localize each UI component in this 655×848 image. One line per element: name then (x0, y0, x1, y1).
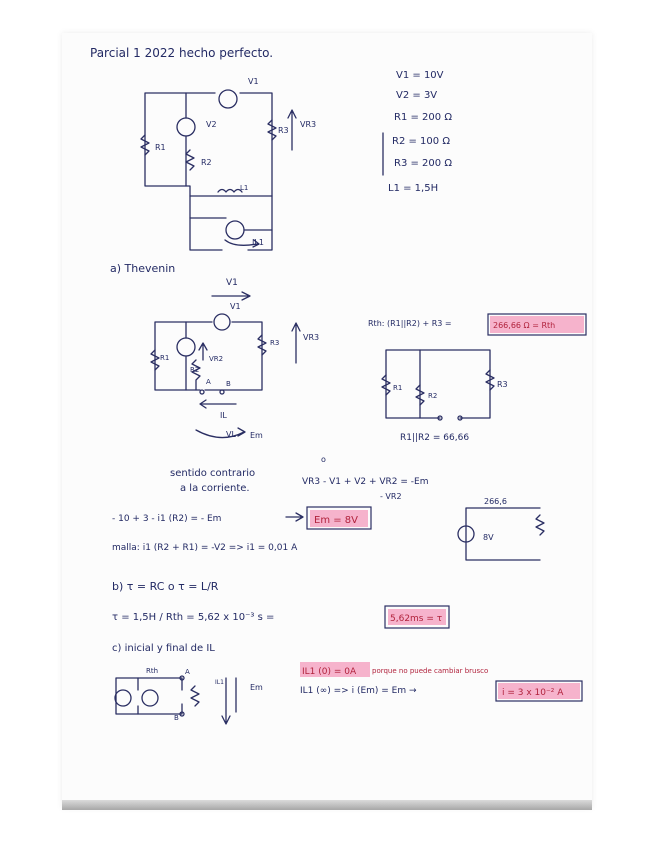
given-values (383, 70, 452, 194)
part-c-heading: c) inicial y final de IL (112, 643, 215, 654)
rth-r1: R1 (393, 384, 403, 392)
given-l1: L1 = 1,5H (388, 183, 439, 194)
eq-arrow (286, 513, 303, 521)
kvl-sub: - VR2 (380, 492, 402, 501)
ilinf-equation: IL1 (∞) => i (Em) = Em → (300, 686, 417, 696)
v1-arrow (212, 292, 250, 300)
ilinf-result: i = 3 x 10⁻² A (502, 688, 564, 698)
given-v1: V1 = 10V (396, 70, 444, 81)
label-v1: V1 (248, 77, 259, 86)
c-a: A (185, 668, 190, 676)
label-l1: L1 (240, 184, 249, 192)
parallel-result: R1||R2 = 66,66 (400, 433, 470, 443)
tau-result: 5,62ms = τ (390, 614, 443, 624)
given-v2: V2 = 3V (396, 90, 438, 101)
circuit-part-c (115, 667, 263, 724)
il0-note: porque no puede cambiar brusco (372, 667, 489, 675)
thev-r2: R2 (190, 366, 200, 374)
page-title: Parcial 1 2022 hecho perfecto. (90, 46, 274, 60)
malla-equation: malla: i1 (R2 + R1) = -V2 => i1 = 0,01 A (112, 543, 298, 553)
rth-formula: Rth: (R1||R2) + R3 = (368, 319, 452, 328)
label-r1: R1 (155, 143, 166, 152)
thev-il: IL (220, 411, 227, 420)
part-b-heading: b) τ = RC o τ = L/R (112, 580, 219, 593)
thev-r3: R3 (270, 339, 280, 347)
circle-mark: o (321, 455, 326, 464)
equation-1: - 10 + 3 - i1 (R2) = - Em (112, 514, 222, 524)
thev-vl: VL (226, 430, 236, 439)
circuit-main (141, 77, 316, 250)
label-vr3: VR3 (300, 120, 317, 129)
label-v2: V2 (206, 120, 217, 129)
rth-value: 266,66 Ω = Rth (493, 321, 556, 330)
label-il1: IL1 (252, 238, 264, 247)
thev-em: Em (250, 431, 263, 440)
kvl-equation: VR3 - V1 + V2 + VR2 = -Em (302, 477, 429, 487)
given-r3: R3 = 200 Ω (394, 158, 452, 169)
label-r2: R2 (201, 158, 212, 167)
thev-vr2: VR2 (209, 355, 224, 363)
given-r1: R1 = 200 Ω (394, 112, 452, 123)
thev-vr3: VR3 (303, 333, 320, 342)
thev-b: B (226, 380, 231, 388)
c-em: Em (250, 683, 263, 692)
given-r2: R2 = 100 Ω (392, 136, 450, 147)
thev-r1: R1 (160, 354, 170, 362)
rth-r3: R3 (497, 380, 508, 389)
rth-r2: R2 (428, 392, 438, 400)
label-r3: R3 (278, 126, 289, 135)
note-line-2: a la corriente. (180, 483, 250, 494)
note-line-1: sentido contrario (170, 468, 256, 479)
c-b: B (174, 714, 179, 722)
il0-value: IL1 (0) = 0A (302, 667, 357, 677)
part-a-heading: a) Thevenin (110, 262, 176, 275)
part-a-v1: V1 (226, 278, 238, 288)
circuit-rth (382, 350, 508, 420)
em-result: Em = 8V (314, 515, 358, 526)
thev-a: A (206, 378, 211, 386)
c-il: IL1 (215, 679, 224, 686)
circuit-thevenin-equiv (458, 497, 544, 560)
circuit-thevenin (151, 314, 319, 440)
part-b-line: τ = 1,5H / Rth = 5,62 x 10⁻³ s = (112, 612, 275, 623)
part-a-v1-b: V1 (230, 302, 241, 311)
equiv-v: 8V (483, 533, 494, 542)
c-rth: Rth (146, 667, 159, 675)
equiv-r: 266,6 (484, 497, 507, 506)
